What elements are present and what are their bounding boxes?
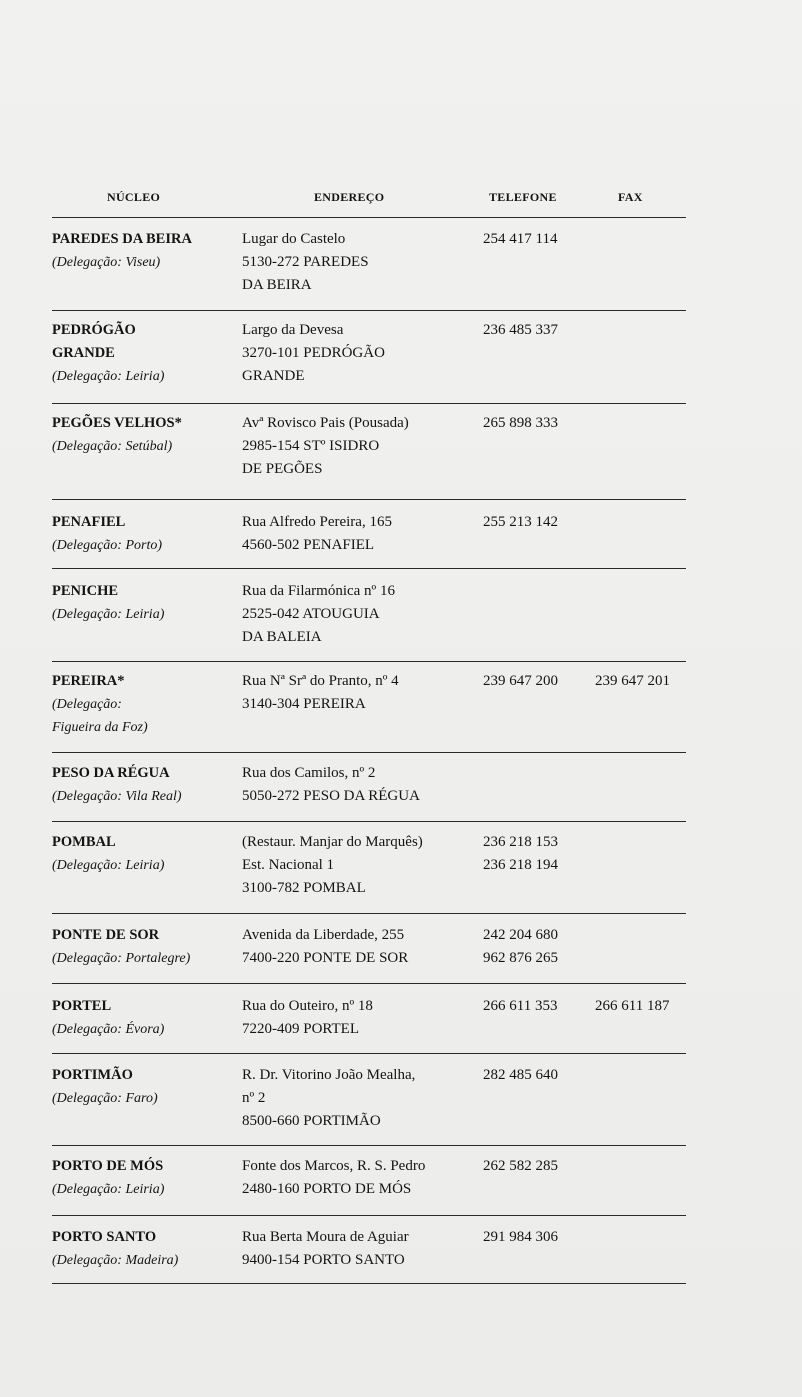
delegacao-label: (Delegação: Évora) (52, 1022, 165, 1037)
nucleo-name: PAREDES DA BEIRA (52, 231, 192, 247)
phone-number: 254 417 114 (483, 231, 558, 247)
delegacao-label: (Delegação: Leiria) (52, 607, 165, 622)
phone-number: 291 984 306 (483, 1229, 558, 1245)
address-line: 7400-220 PONTE DE SOR (242, 950, 409, 966)
fax-cell (595, 995, 687, 1018)
address-line: 5130-272 PAREDES (242, 254, 369, 270)
delegacao-label: (Delegação: Leiria) (52, 1182, 165, 1197)
address-line: DA BALEIA (242, 629, 322, 645)
address-line: R. Dr. Vitorino João Mealha, (242, 1067, 416, 1083)
address-cell (242, 670, 487, 716)
phone-cell (483, 412, 593, 435)
row-divider (52, 821, 686, 822)
nucleo-name: PEGÕES VELHOS* (52, 415, 182, 431)
nucleo-cell (52, 1155, 237, 1201)
phone-cell (483, 924, 593, 970)
address-line: 4560-502 PENAFIEL (242, 537, 375, 553)
nucleo-cell (52, 831, 237, 877)
address-line: Avª Rovisco Pais (Pousada) (242, 415, 409, 431)
nucleo-cell (52, 412, 237, 458)
nucleo-name: PEDRÓGÃO (52, 322, 136, 338)
nucleo-cell (52, 995, 237, 1041)
delegacao-label: (Delegação: Leiria) (52, 858, 165, 873)
address-cell (242, 412, 487, 481)
phone-number: 242 204 680 (483, 927, 558, 943)
nucleo-name: PENICHE (52, 583, 119, 599)
row-divider (52, 1215, 686, 1216)
delegacao-label: (Delegação: Leiria) (52, 369, 165, 384)
nucleo-cell (52, 924, 237, 970)
delegacao-label: (Delegação: Viseu) (52, 255, 161, 270)
address-line: 2525-042 ATOUGUIA (242, 606, 380, 622)
nucleo-name: PENAFIEL (52, 514, 126, 530)
row-divider (52, 403, 686, 404)
address-line: DE PEGÕES (242, 461, 323, 477)
row-divider (52, 310, 686, 311)
delegacao-label: (Delegação: Madeira) (52, 1253, 179, 1268)
nucleo-cell (52, 762, 237, 808)
nucleo-name: PORTIMÃO (52, 1067, 133, 1083)
address-line: Est. Nacional 1 (242, 857, 335, 873)
phone-number: 262 582 285 (483, 1158, 558, 1174)
phone-cell (483, 831, 593, 877)
address-line: Rua Berta Moura de Aguiar (242, 1229, 409, 1245)
delegacao-label: (Delegação: Porto) (52, 538, 163, 553)
phone-number: 962 876 265 (483, 950, 558, 966)
fax-number: 266 611 187 (595, 998, 670, 1014)
nucleo-cell (52, 511, 237, 557)
address-line: 9400-154 PORTO SANTO (242, 1252, 405, 1268)
address-line: 2480-160 PORTO DE MÓS (242, 1181, 412, 1197)
fax-cell (595, 670, 687, 693)
address-cell (242, 1155, 487, 1201)
nucleo-name: GRANDE (52, 345, 115, 361)
delegacao-label: (Delegação: Faro) (52, 1091, 158, 1106)
address-cell (242, 924, 487, 970)
nucleo-name: POMBAL (52, 834, 116, 850)
address-line: Rua dos Camilos, nº 2 (242, 765, 376, 781)
address-line: Avenida da Liberdade, 255 (242, 927, 405, 943)
delegacao-label: (Delegação: Setúbal) (52, 439, 173, 454)
address-cell (242, 1064, 487, 1133)
phone-number: 266 611 353 (483, 998, 558, 1014)
row-divider (52, 913, 686, 914)
phone-number: 265 898 333 (483, 415, 558, 431)
address-cell (242, 1226, 487, 1272)
address-cell (242, 511, 487, 557)
nucleo-name: PONTE DE SOR (52, 927, 160, 943)
address-line: nº 2 (242, 1090, 266, 1106)
address-cell (242, 762, 487, 808)
phone-cell (483, 511, 593, 534)
phone-number: 255 213 142 (483, 514, 558, 530)
address-line: (Restaur. Manjar do Marquês) (242, 834, 423, 850)
address-cell (242, 831, 487, 900)
phone-cell (483, 319, 593, 342)
delegacao-label: (Delegação: Vila Real) (52, 789, 182, 804)
delegacao-label: Figueira da Foz) (52, 720, 148, 735)
phone-cell (483, 1064, 593, 1087)
address-line: Lugar do Castelo (242, 231, 346, 247)
address-line: 7220-409 PORTEL (242, 1021, 360, 1037)
address-line: Largo da Devesa (242, 322, 344, 338)
row-divider (52, 661, 686, 662)
nucleo-cell (52, 670, 237, 739)
delegacao-label: (Delegação: (52, 697, 122, 712)
row-divider (52, 1283, 686, 1284)
address-cell (242, 228, 487, 297)
phone-cell (483, 228, 593, 251)
row-divider (52, 217, 686, 218)
address-line: GRANDE (242, 368, 305, 384)
address-line: Rua do Outeiro, nº 18 (242, 998, 373, 1014)
address-line: 8500-660 PORTIMÃO (242, 1113, 381, 1129)
nucleo-cell (52, 319, 237, 388)
delegacao-label: (Delegação: Portalegre) (52, 951, 191, 966)
header-telefone: TELEFONE (489, 190, 557, 204)
phone-number: 236 218 194 (483, 857, 558, 873)
address-line: 3140-304 PEREIRA (242, 696, 366, 712)
nucleo-name: PORTO DE MÓS (52, 1158, 164, 1174)
fax-number: 239 647 201 (595, 673, 670, 689)
address-line: 2985-154 STº ISIDRO (242, 438, 380, 454)
header-endereco: ENDEREÇO (314, 190, 385, 204)
address-line: 5050-272 PESO DA RÉGUA (242, 788, 420, 804)
nucleo-name: PESO DA RÉGUA (52, 765, 170, 781)
phone-cell (483, 1155, 593, 1178)
phone-cell (483, 670, 593, 693)
nucleo-cell (52, 1226, 237, 1272)
address-cell (242, 319, 487, 388)
nucleo-name: PEREIRA* (52, 673, 125, 689)
phone-number: 236 218 153 (483, 834, 558, 850)
address-line: 3270-101 PEDRÓGÃO (242, 345, 385, 361)
address-cell (242, 995, 487, 1041)
address-line: Rua da Filarmónica nº 16 (242, 583, 395, 599)
address-line: Rua Alfredo Pereira, 165 (242, 514, 392, 530)
nucleo-cell (52, 580, 237, 626)
table-header (52, 186, 686, 208)
row-divider (52, 1145, 686, 1146)
row-divider (52, 752, 686, 753)
phone-cell (483, 1226, 593, 1249)
row-divider (52, 568, 686, 569)
row-divider (52, 499, 686, 500)
address-line: DA BEIRA (242, 277, 312, 293)
address-cell (242, 580, 487, 649)
header-nucleo: NÚCLEO (107, 190, 161, 204)
phone-number: 282 485 640 (483, 1067, 558, 1083)
row-divider (52, 983, 686, 984)
nucleo-name: PORTEL (52, 998, 112, 1014)
address-line: 3100-782 POMBAL (242, 880, 366, 896)
header-fax: FAX (618, 190, 643, 204)
row-divider (52, 1053, 686, 1054)
phone-cell (483, 995, 593, 1018)
address-line: Rua Nª Srª do Pranto, nº 4 (242, 673, 399, 689)
nucleo-cell (52, 1064, 237, 1110)
phone-number: 239 647 200 (483, 673, 558, 689)
phone-number: 236 485 337 (483, 322, 558, 338)
nucleo-name: PORTO SANTO (52, 1229, 157, 1245)
address-line: Fonte dos Marcos, R. S. Pedro (242, 1158, 426, 1174)
nucleo-cell (52, 228, 237, 274)
